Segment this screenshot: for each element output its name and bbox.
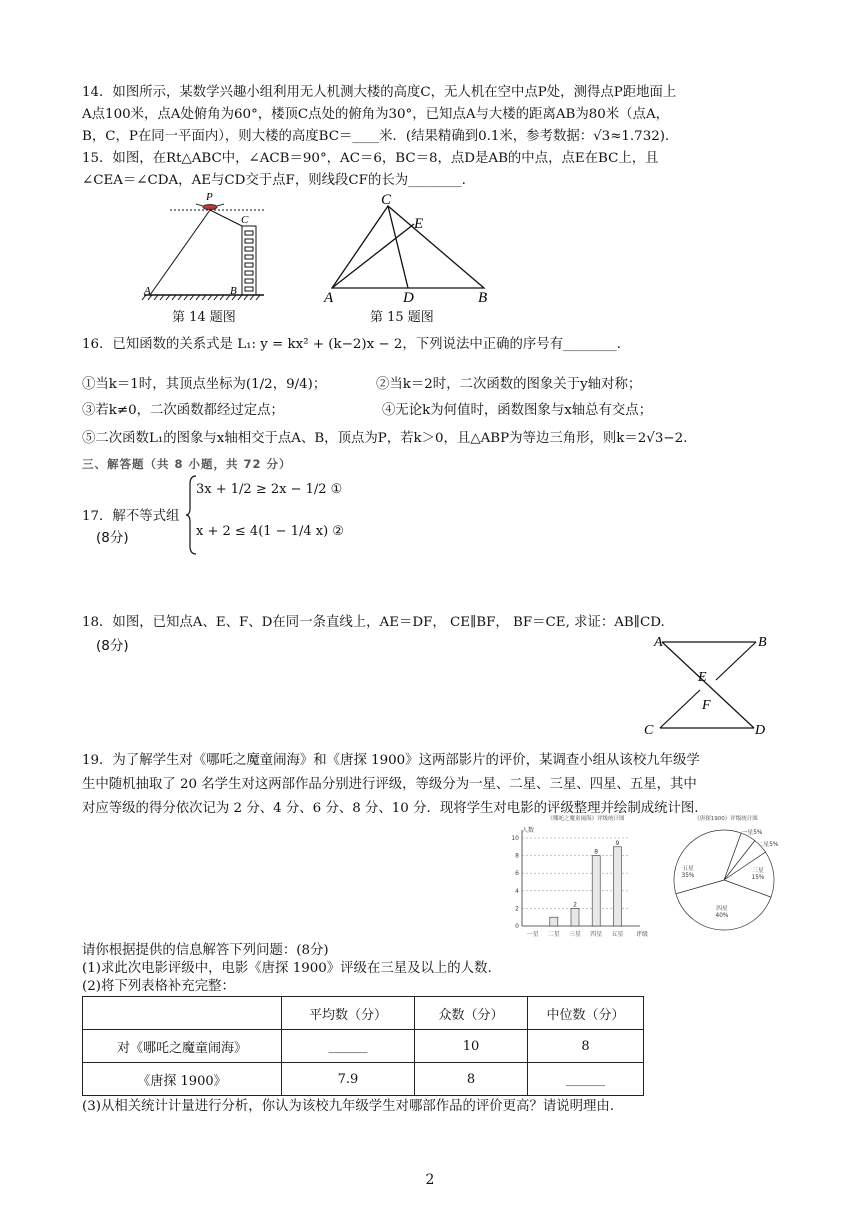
bar-chart [506,812,652,942]
bar-chart-data-label: 2 [573,901,577,909]
table-cell-blank[interactable]: ______ [282,1030,415,1063]
section-heading: 三、解答题（共 8 小题，共 72 分） [82,457,292,471]
bar-chart-title: 《哪吒之魔童闹海》评级统计图 [547,816,625,822]
page-number: 2 [425,1172,435,1188]
bar-chart-bar [592,856,600,926]
table-cell-blank[interactable]: ______ [528,1063,644,1096]
pie-slice-label: 35% [681,873,695,879]
fig15-label-c: C [381,192,392,208]
fig14-label-p: P [206,191,213,203]
bar-chart-category-label: 二星 [547,931,560,938]
table-header: 众数（分） [415,997,528,1030]
fig15-label-e: E [414,216,424,232]
fig18-label-c: C [644,723,654,738]
pie-slice-label: 五星 [682,866,694,872]
bar-chart-ytick: 8 [515,852,519,860]
bar-chart-bar [550,917,558,926]
table-cell: 8 [415,1063,528,1096]
q15-line1: 15．如图，在Rt△ABC中，∠ACB＝90°，AC＝6，BC＝8，点D是AB的中点，点E在BC上，且 [82,151,659,166]
q16-stem: 16．已知函数的关系式是 L₁: y = kx² + (k−2)x − 2，下列说法中正确的序号有________. [82,337,621,352]
table-header: 中位数（分） [528,997,644,1030]
q19-sub2: (2)将下列表格补充完整： [82,979,235,994]
fig14-caption: 第 14 题图 [172,310,236,325]
table-cell: 10 [415,1030,528,1063]
q17-inequality-2: x + 2 ≤ 4(1 − 1/4 x) ② [196,524,344,539]
pie-slice-label: 二星5% [757,842,779,848]
pie-slice-label: 40% [715,913,729,919]
bar-chart-category-label: 五星 [611,931,624,938]
stats-table [82,996,644,1096]
pie-slice-label: 四星 [716,906,728,912]
bar-chart-category-label: 四星 [590,931,603,938]
table-cell: 7.9 [282,1063,415,1096]
table-header-row [83,997,644,1030]
pie-slice-label: 15% [751,875,765,881]
table-header: 平均数（分） [282,997,415,1030]
q17-inequality-1: 3x + 1/2 ≥ 2x − 1/2 ① [196,482,343,497]
bar-chart-bar [571,908,579,926]
q19-prompt: 请你根据提供的信息解答下列问题：(8分) [82,943,329,958]
bar-chart-bar [613,847,621,926]
fig18-label-e: E [698,670,707,685]
bar-chart-ytick: 2 [515,905,519,913]
q19-line2: 生中随机抽取了 20 名学生对这两部作品分别进行评级，等级分为一星、二星、三星、四星、五星，其中 [82,777,697,792]
figure-15 [318,192,498,306]
fig15-label-b: B [478,290,488,306]
fig18-label-b: B [758,635,767,650]
bar-chart-category-label: 一星 [526,931,539,938]
q18-text: 18．如图，已知点A、E、F、D在同一条直线上，AE＝DF， CE∥BF， BF＝CE, 求证：AB∥CD. [82,615,665,630]
pie-slice-label: 一星5% [741,830,763,836]
bar-chart-data-label: 9 [615,839,620,847]
bar-chart-ytick: 10 [511,835,519,842]
fig14-label-b: B [230,285,237,297]
q16-option-2: ②当k＝2时，二次函数的图象关于y轴对称； [376,377,642,392]
fig15-caption: 第 15 题图 [370,310,434,325]
q16-option-1: ①当k＝1时，其顶点坐标为(1/2，9/4)； [82,377,327,392]
figure-14 [138,190,268,306]
table-cell: 对《哪吒之魔童闹海》 [83,1030,282,1063]
q14-line2: A点100米，点A处俯角为60°，楼顶C点处的俯角为30°，已知点A与大楼的距离AB为80米（点A， [82,107,670,122]
bar-chart-ytick: 0 [515,923,519,930]
q19-line3: 对应等级的得分依次记为 2 分、4 分、6 分、8 分、10 分．现将学生对电影的评级整理并绘制成统计图. [82,801,699,816]
q14-line1: 14．如图所示，某数学兴趣小组利用无人机测大楼的高度C，无人机在空中点P处，测得点P距地面上 [82,85,677,100]
q16-option-4: ④无论k为何值时，函数图象与x轴总有交点； [382,403,653,418]
table-header [83,997,282,1030]
bar-chart-ylabel: 人数 [522,827,535,834]
fig18-label-d: D [755,723,766,738]
fig15-label-a: A [324,290,334,306]
q14-line3: B，C，P在同一平面内），则大楼的高度BC＝____米．(结果精确到0.1米，参考数据：√3≈1.732)． [82,129,679,144]
q17-label: 17．解不等式组 [82,509,180,524]
q16-option-5: ⑤二次函数L₁的图象与x轴相交于点A、B，顶点为P，若k＞0，且△ABP为等边三角形，则k＝2√3−2. [82,431,688,446]
bar-chart-xlabel: 评级 [636,931,649,938]
figure-18 [640,630,772,740]
q17-score: (8分) [96,530,129,546]
q15-line2: ∠CEA＝∠CDA，AE与CD交于点F，则线段CF的长为________. [82,173,466,188]
table-row [83,1030,644,1063]
q19-line1: 19．为了解学生对《哪吒之魔童闹海》和《唐探 1900》这两部影片的评价，某调查小组从该校九年级学 [82,753,700,768]
table-row [83,1063,644,1096]
q16-option-3: ③若k≠0，二次函数都经过定点； [82,403,284,418]
fig14-label-a: A [144,285,151,297]
fig18-label-a: A [654,635,663,650]
table-cell: 8 [528,1030,644,1063]
bar-chart-ytick: 6 [515,870,519,878]
bar-chart-ytick: 4 [515,887,519,895]
fig14-label-c: C [241,214,249,226]
pie-chart [666,812,788,940]
q19-sub3: (3)从相关统计计量进行分析，你认为该校九年级学生对哪部作品的评价更高？请说明理由. [82,1099,615,1114]
q19-sub1: (1)求此次电影评级中，电影《唐探 1900》评级在三星及以上的人数. [82,961,492,976]
fig18-label-f: F [702,698,711,713]
q18-score: (8分) [96,638,129,654]
pie-slice-label: 三星 [752,868,764,874]
bar-chart-category-label: 三星 [568,931,582,938]
pie-chart-title: 《唐探1900》评级统计图 [694,816,758,822]
fig15-label-d: D [403,290,414,306]
bar-chart-data-label: 8 [594,848,599,856]
table-cell: 《唐探 1900》 [83,1063,282,1096]
